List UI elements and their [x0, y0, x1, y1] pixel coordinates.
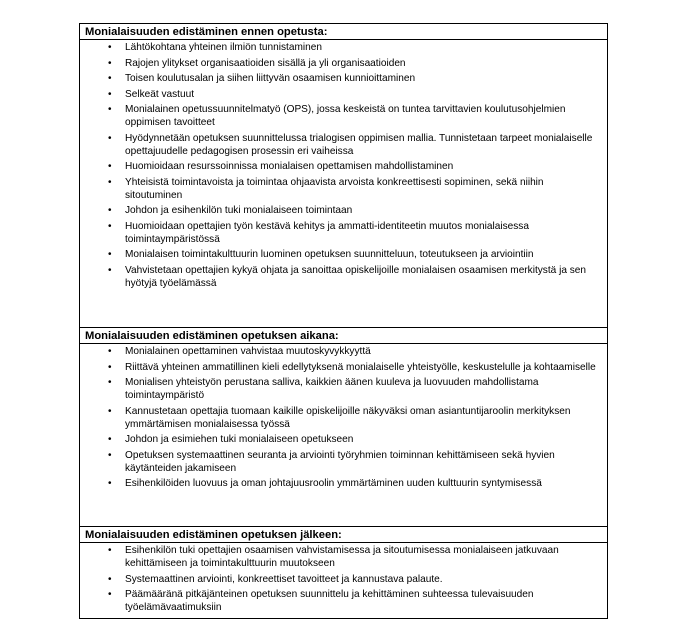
section-title: Monialaisuuden edistäminen opetuksen aikana: — [80, 328, 607, 344]
list-item: • Monialaisen toimintakulttuurin luominen opetuksen suunnitteluun, toteutukseen ja arviointiin — [108, 249, 534, 260]
list-item: • Huomioidaan resurssoinnissa monialaisen opettamisen mahdollistaminen — [108, 161, 454, 172]
list-item: • Johdon ja esimiehen tuki monialaiseen opetukseen — [108, 434, 354, 445]
bullet-list — [80, 40, 607, 290]
list-item: • Päämääränä pitkäjänteinen opetuksen suunnittelu ja kehittäminen suhteessa tulevaisuuden työelämävaatimuksiin — [108, 589, 534, 613]
list-item: • Monialainen opettaminen vahvistaa muutoskyvykkyyttä — [108, 346, 371, 357]
document-table — [79, 23, 608, 619]
bullet-icon: • — [108, 346, 112, 357]
bullet-icon: • — [108, 57, 112, 69]
bullet-icon: • — [108, 264, 112, 276]
bullet-icon: • — [108, 104, 112, 115]
bullet-icon: • — [108, 478, 112, 489]
bullet-icon: • — [108, 589, 112, 600]
bullet-icon: • — [108, 361, 112, 373]
bullet-icon: • — [108, 42, 112, 53]
bullet-list — [80, 543, 607, 614]
list-item: • Selkeät vastuut — [108, 88, 195, 100]
bullet-icon: • — [108, 73, 112, 84]
list-item: • Johdon ja esihenkilön tuki monialaiseen toimintaan — [108, 205, 353, 216]
list-item: • Hyödynnetään opetuksen suunnittelussa trialogisen oppimisen mallia. Tunnistetaan tarpeet monialaiselle opettajuudelle pedagogisen prosessin eri vaiheissa — [108, 132, 593, 157]
bullet-icon: • — [108, 405, 112, 417]
list-item: • Toisen koulutusalan ja siihen liittyvän osaamisen kunnioittaminen — [108, 73, 416, 84]
section-after-teaching — [80, 526, 607, 618]
bullet-icon: • — [108, 220, 112, 232]
section-title: Monialaisuuden edistäminen ennen opetusta: — [80, 24, 607, 40]
list-item: • Kannustetaan opettajia tuomaan kaikille opiskelijoille näkyväksi oman asiantuntijaroolin merkityksen ymmärtämisen monialaisessa työssä — [108, 405, 571, 430]
bullet-icon: • — [108, 377, 112, 388]
section-title: Monialaisuuden edistäminen opetuksen jälkeen: — [80, 527, 607, 543]
bullet-icon: • — [108, 249, 112, 260]
bullet-icon: • — [108, 88, 112, 100]
list-item: • Huomioidaan opettajien työn kestävä kehitys ja ammatti-identiteetin muutos monialaisessa toimintaympäristössä — [108, 220, 529, 245]
list-item: • Esihenkilön tuki opettajien osaamisen vahvistamisessa ja sitoutumisessa monialaiseen jatkuvaan kehittämiseen ja toimintakulttuurin muutokseen — [108, 545, 559, 569]
section-during-teaching — [80, 327, 607, 526]
bullet-icon: • — [108, 176, 112, 188]
list-item: • Yhteisistä toimintavoista ja toimintaa ohjaavista arvoista konkreettisesti sopiminen, sekä niihin sitoutuminen — [108, 176, 544, 201]
bullet-icon: • — [108, 545, 112, 556]
list-item: • Riittävä yhteinen ammatillinen kieli edellytyksenä monialaiselle yhteistyölle, keskustelulle ja kohtaamiselle — [108, 361, 596, 373]
bullet-icon: • — [108, 434, 112, 445]
list-item: • Systemaattinen arviointi, konkreettiset tavoitteet ja kannustava palaute. — [108, 573, 443, 585]
bullet-icon: • — [108, 449, 112, 461]
list-item: • Vahvistetaan opettajien kykyä ohjata ja sanoittaa opiskelijoille monialaisen osaamisen merkitystä ja sen hyötyjä työelämässä — [108, 264, 587, 289]
list-item: • Monialainen opetussuunnitelmatyö (OPS), jossa keskeistä on tuntea tarvittavien koulutusohjelmien oppimisen tavoitteet — [108, 104, 566, 128]
list-item: • Rajojen ylitykset organisaatioiden sisällä ja yli organisaatioiden — [108, 57, 406, 69]
list-item: • Lähtökohtana yhteinen ilmiön tunnistaminen — [108, 42, 322, 53]
bullet-list — [80, 344, 607, 490]
bullet-icon: • — [108, 205, 112, 216]
bullet-icon: • — [108, 161, 112, 172]
bullet-icon: • — [108, 132, 112, 144]
bullet-icon: • — [108, 573, 112, 585]
list-item: • Opetuksen systemaattinen seuranta ja arviointi työryhmien toiminnan kehittämiseen sekä hyvien käytänteiden jakamiseen — [108, 449, 555, 474]
list-item: • Esihenkilöiden luovuus ja oman johtajuusroolin ymmärtäminen uuden kulttuurin syntymisessä — [108, 478, 542, 489]
list-item: • Monialisen yhteistyön perustana salliva, kaikkien äänen kuuleva ja luovuuden mahdollistama toimintaympäristö — [108, 377, 539, 401]
section-before-teaching — [80, 24, 607, 327]
